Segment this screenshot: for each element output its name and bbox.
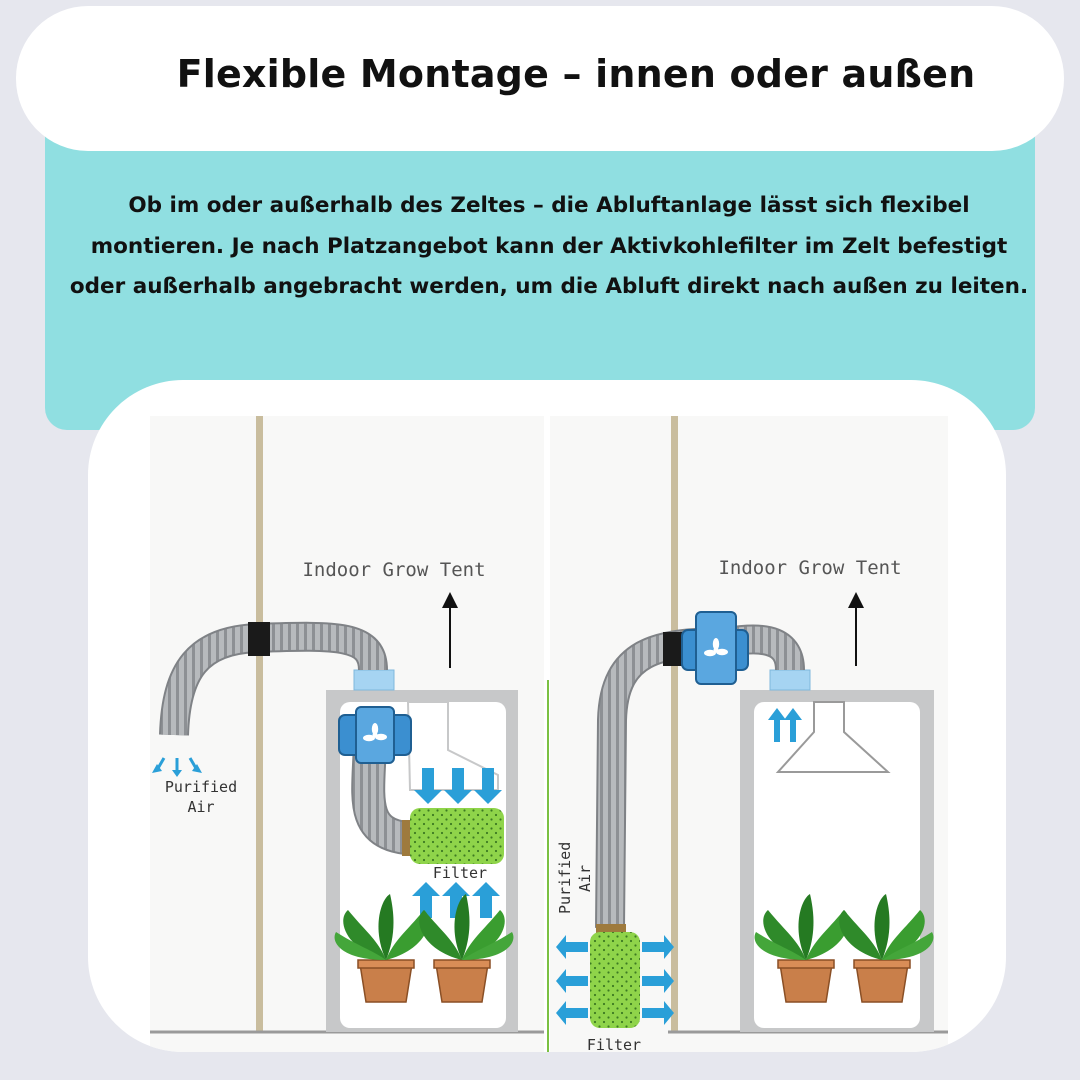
right-duct-flange xyxy=(770,670,810,690)
right-purified-air-label-line2: Air xyxy=(576,864,594,892)
right-tent-label: Indoor Grow Tent xyxy=(718,557,902,579)
right-filter-label: Filter xyxy=(586,1036,642,1052)
left-filter-label: Filter xyxy=(432,864,488,882)
left-wall xyxy=(256,416,263,1032)
left-purified-air-label: Purified xyxy=(164,778,238,796)
right-carbon-filter xyxy=(590,932,640,1028)
page-title: Flexible Montage – innen oder außen xyxy=(176,52,976,96)
right-wall xyxy=(671,416,678,1032)
left-duct-flange xyxy=(354,670,394,690)
left-purified-air-label-line2: Air xyxy=(187,798,215,816)
description-text: Ob im oder außerhalb des Zeltes – die Abluftanlage lässt sich flexibel montieren. Je nach Platzangebot kann der Aktivkohlefilter im Zelt befestigt oder außerhalb angebracht werden, um die Abluft direkt nach außen zu leiten. xyxy=(69,193,1029,299)
left-inline-fan-icon xyxy=(339,707,411,763)
right-purified-air-label: Purified xyxy=(556,841,574,914)
mounting-diagram xyxy=(88,380,1006,1052)
illustration-card xyxy=(88,380,1006,1052)
left-tent-label: Indoor Grow Tent xyxy=(302,559,486,581)
left-carbon-filter xyxy=(410,808,504,864)
left-wall-collar xyxy=(248,622,270,656)
left-down-arrows-icon xyxy=(414,768,502,804)
